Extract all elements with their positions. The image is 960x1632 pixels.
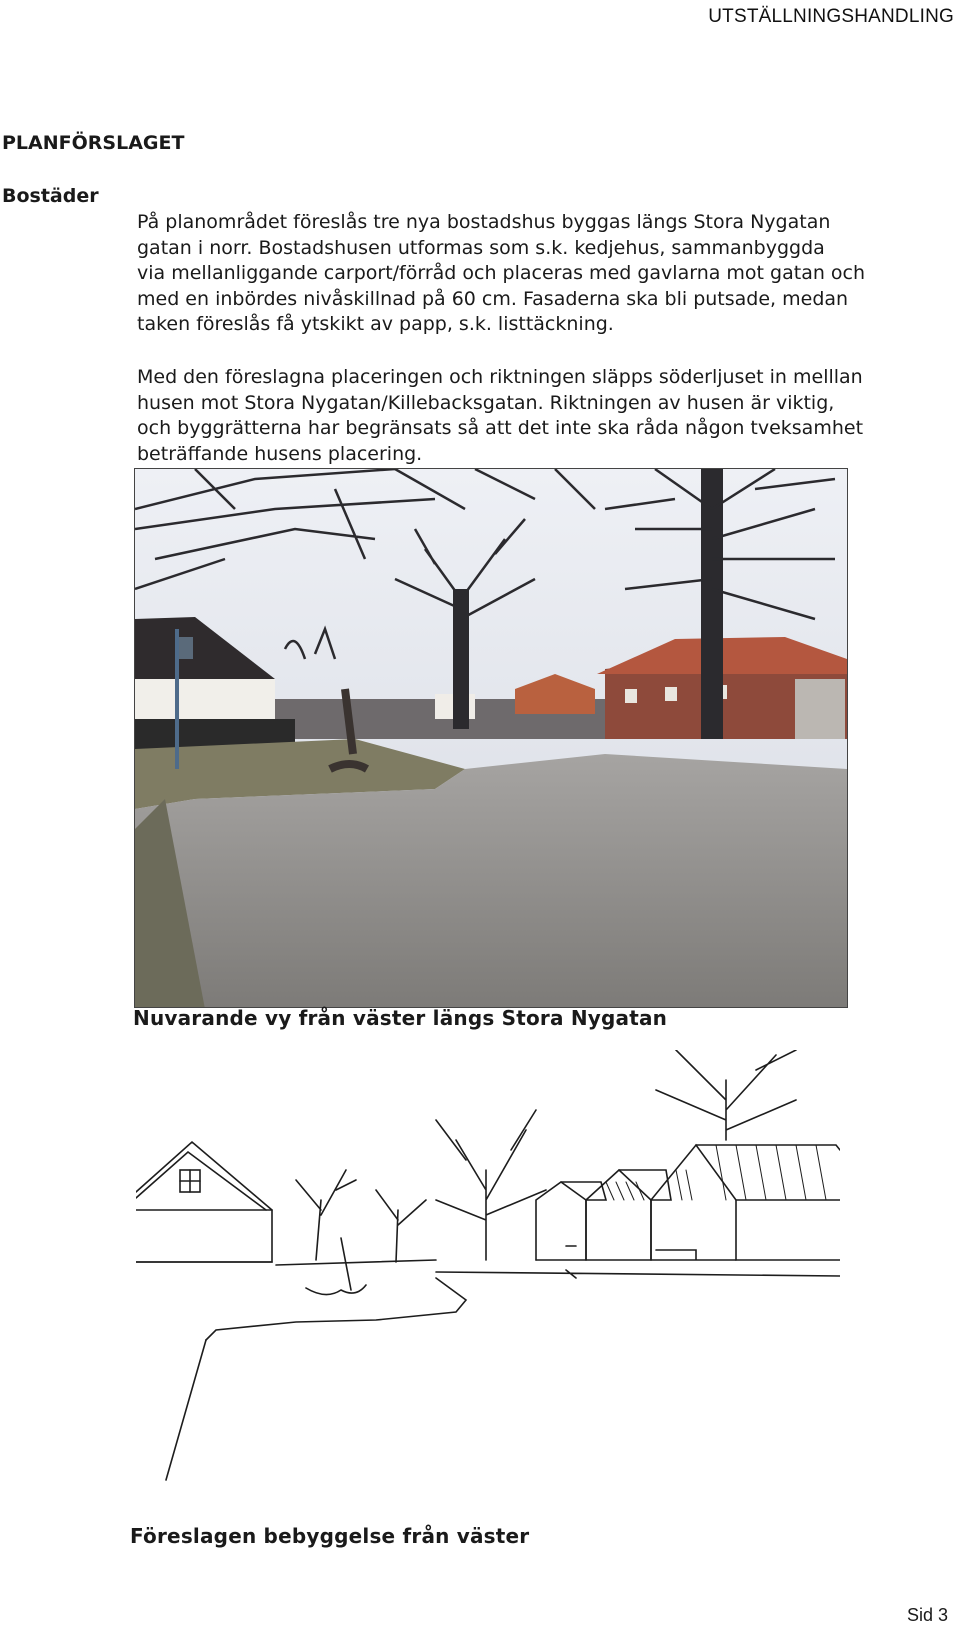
section-subheading: Bostäder (2, 185, 99, 207)
body-paragraph-1: På planområdet föreslås tre nya bostadshus byggas längs Stora Nygatan gatan i norr. Bostadshusen utformas som s.k. kedjehus, sammanbyggda via mellanliggande carport/förråd och placeras med gavlarna mot gatan och med en inbördes nivåskillnad på 60 cm. Fasaderna ska bli putsade, medan taken föreslås få ytskikt av papp, s.k. listtäckning. (137, 211, 866, 335)
proposal-sketch (136, 1050, 840, 1518)
proposal-sketch-image (136, 1050, 840, 1518)
photo-caption: Nuvarande vy från väster längs Stora Nygatan (133, 1006, 668, 1030)
street-photo-image (135, 469, 847, 1007)
body-paragraph-2: Med den föreslagna placeringen och riktningen släpps söderljuset in melllan husen mot Stora Nygatan/Killebacksgatan. Riktningen av husen är viktig, och byggrätterna har begränsats så att det inte ska råda någon tveksamhet beträffande husens placering. (137, 366, 864, 465)
street-photo (134, 468, 848, 1008)
page-number: Sid 3 (906, 1605, 948, 1625)
sketch-caption: Föreslagen bebyggelse från väster (130, 1524, 530, 1548)
section-heading: PLANFÖRSLAGET (2, 132, 185, 154)
document-header-label: UTSTÄLLNINGSHANDLING (708, 6, 954, 27)
